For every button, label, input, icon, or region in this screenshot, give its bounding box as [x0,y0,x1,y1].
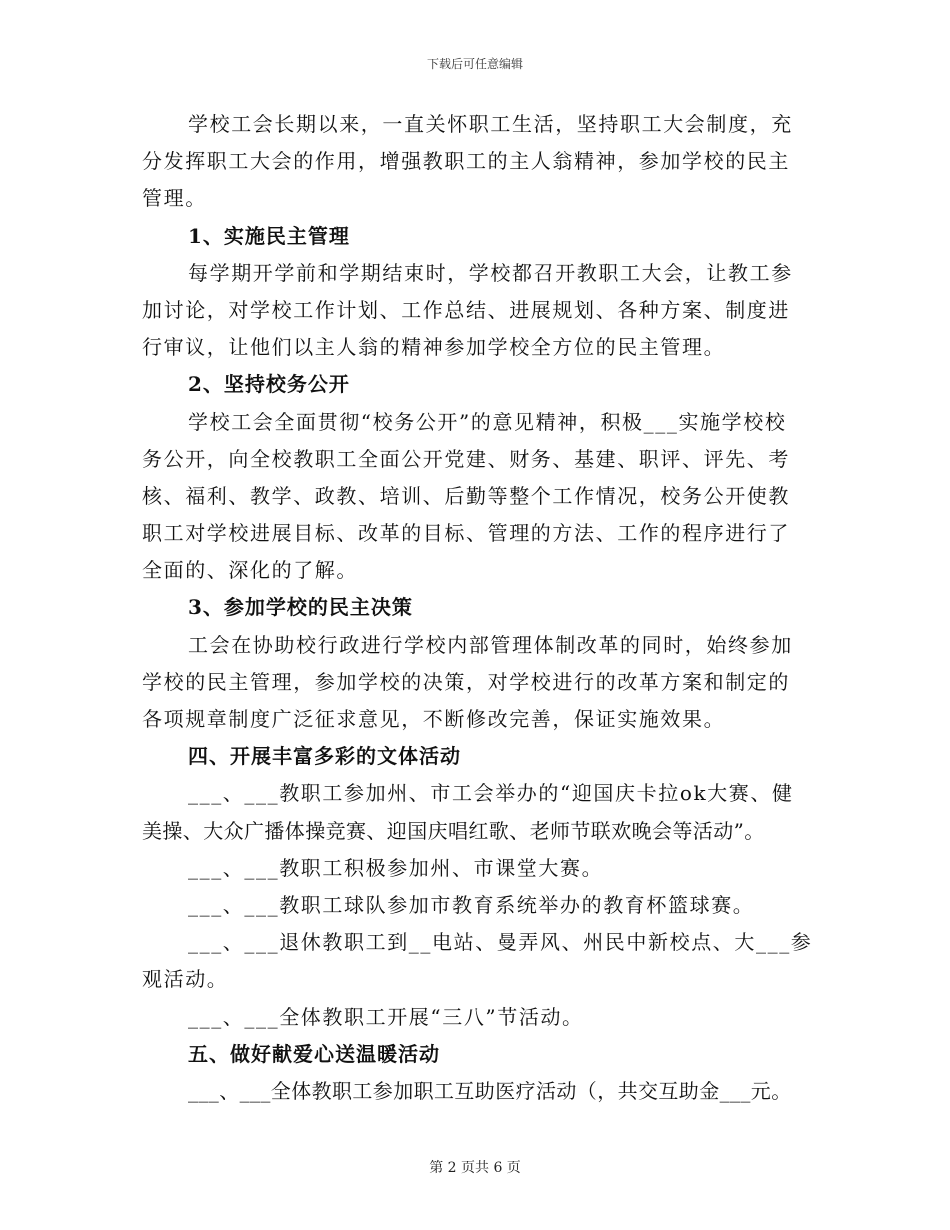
paragraph-line: ___、___教职工球队参加市教育系统举办的教育杯篮球赛。 [188,892,755,917]
document-body [142,106,832,1110]
section-heading: 2、坚持校务公开 [188,372,350,397]
section-heading: 四、开展丰富多彩的文体活动 [188,744,461,769]
paragraph-line: 核、福利、教学、政教、培训、后勤等整个工作情况，校务公开使教 [142,483,790,508]
paragraph-line: 工会在协助校行政进行学校内部管理体制改革的同时，始终参加 [188,632,793,657]
paragraph-line: 观活动。 [142,967,229,992]
section-heading: 3、参加学校的民主决策 [188,595,413,620]
paragraph-line: 学校工会全面贯彻“校务公开”的意见精神，积极___实施学校校 [188,409,787,434]
paragraph-line: 全面的、深化的了解。 [142,558,358,583]
section-heading: 五、做好献爱心送温暖活动 [188,1041,440,1066]
page-header: 下载后可任意编辑 [426,57,523,71]
section-heading: 1、实施民主管理 [188,223,350,248]
paragraph-line: 分发挥职工大会的作用，增强教职工的主人翁精神，参加学校的民主 [142,149,790,174]
paragraph-line: 管理。 [142,186,207,211]
paragraph-line: ___、___教职工积极参加州、市课堂大赛。 [188,855,604,880]
paragraph-line: ___、___全体教职工参加职工互助医疗活动（，共交互助金___元。 [188,1078,792,1103]
paragraph-line: 行审议，让他们以主人翁的精神参加学校全方位的民主管理。 [142,335,726,360]
paragraph-line: 务公开，向全校教职工全面公开党建、财务、基建、职评、评先、考 [142,446,790,471]
paragraph-line: 学校工会长期以来，一直关怀职工生活，坚持职工大会制度，充 [188,112,793,136]
paragraph-line: 加讨论，对学校工作计划、工作总结、进展规划、各种方案、制度进 [142,297,790,322]
paragraph-line: 学校的民主管理，参加学校的决策，对学校进行的改革方案和制定的 [142,669,790,694]
paragraph-line: ___、___全体教职工开展“三八”节活动。 [188,1004,584,1029]
page-footer: 第 2 页共 6 页 [429,1160,521,1176]
paragraph-line: 各项规章制度广泛征求意见，不断修改完善，保证实施效果。 [142,707,726,731]
paragraph-line: 职工对学校进展目标、改革的目标、管理的方法、工作的程序进行了 [142,521,790,546]
paragraph-line: 美操、大众广播体操竞赛、迎国庆唱红歌、老师节联欢晚会等活动”。 [142,818,765,843]
paragraph-line: 每学期开学前和学期结束时，学校都召开教职工大会，让教工参 [188,260,793,285]
paragraph-line: ___、___退休教职工到__电站、曼弄风、州民中新校点、大___参 [188,930,813,955]
paragraph-line: ___、___教职工参加州、市工会举办的“迎国庆卡拉ok大赛、健 [188,781,794,806]
